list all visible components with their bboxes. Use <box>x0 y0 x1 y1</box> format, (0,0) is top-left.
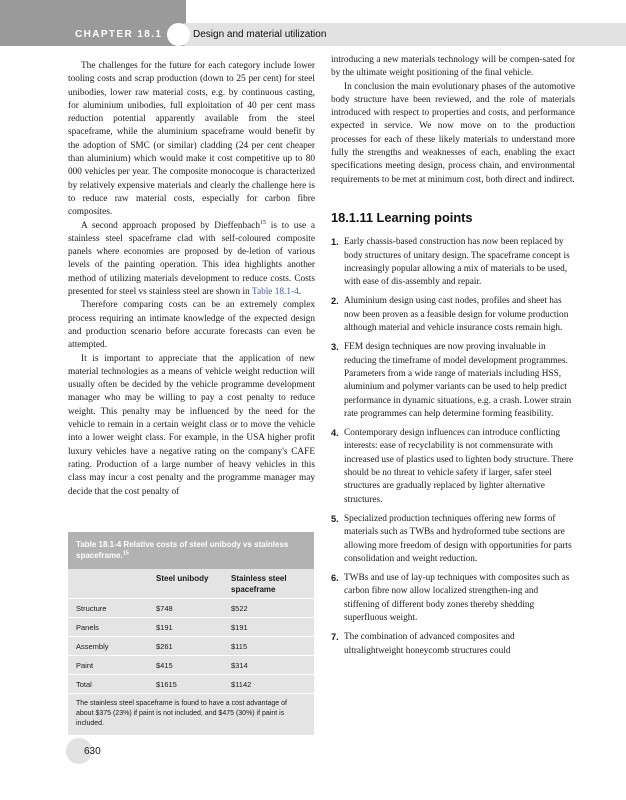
list-item: 3. FEM design techniques are now proving invaluable in reducing the timeframe of model development programmes. Parameters from a wide range of materials including HSS, aluminium and polymer variants can be used to help predict performance in dynamic situations, e.g. a crash. Lower strain rate programmes can help determine forming feasibility. <box>331 342 572 419</box>
table-cell: $261 <box>156 641 173 651</box>
table-row <box>68 675 314 694</box>
chapter-label: CHAPTER 18.1 <box>75 29 163 40</box>
table-cell: $115 <box>231 641 248 651</box>
page-number: 630 <box>84 746 101 757</box>
table-note: The stainless steel spaceframe is found to have a cost advantage of about $375 (23%) if paint is not included, and $475 (30%) if paint is included. <box>76 700 287 727</box>
paragraph: A second approach proposed by Dieffenbach$^{15}$ is to use a stainless steel spaceframe clad with self-coloured composite panels where economies are proposed by de-letion of various levels of the painting operation. This idea highlights another method of utilizing materials development to reduce costs. Costs presented for steel vs stainless steel are shown in Table 18.1-4. <box>68 219 316 298</box>
item-number: 3. <box>331 342 339 353</box>
table-cell: Assembly <box>76 641 109 651</box>
table-cell: $191 <box>231 622 248 632</box>
table-link[interactable]: Table 18.1-4 <box>251 287 299 298</box>
citation-ref[interactable]: 15 <box>260 219 267 226</box>
item-number: 4. <box>331 428 339 439</box>
list-item: 6. TWBs and use of lay-up techniques with composites such as carbon fibre now allow localized strengthen-ing and stiffening of different body zones thereby shedding superfluous weight. <box>331 573 570 623</box>
table-cell: Structure <box>76 603 107 613</box>
list-item: 2. Aluminium design using cast nodes, profiles and sheet has now been proven as a feasible design for volume production although material and vehicle insurance costs remain high. <box>331 296 569 334</box>
paragraph: Therefore comparing costs can be an extremely complex process requiring an intimate knowledge of the expected design and production scenario before accurate forecasts can even be attempted. <box>68 300 315 351</box>
list-item: 1. Early chassis-based construction has now been replaced by body structures of unitary design. The spaceframe concept is increasingly popular allowing a mix of materials to be used, with ease of dis-assembly and repair. <box>331 237 570 288</box>
table-cell: Total <box>76 679 92 689</box>
item-number: 7. <box>331 632 339 643</box>
running-title: Design and material utilization <box>193 29 327 40</box>
table-citation-ref[interactable]: 15 <box>122 550 129 557</box>
table-row <box>68 637 314 656</box>
table-cell: $415 <box>156 660 173 670</box>
paragraph: In conclusion the main evolutionary phases of the automotive body structure have been reviewed, and the role of materials introduced with respect to properties and costs, and performance expected in service. We now move on to the production processes for each of these likely materials to understand more fully the strengths and weaknesses of each, enabling the exact specifications meeting design, process chain, and environmental requirements to be met at minimum cost, both direct and indirect. <box>331 81 575 185</box>
table-header-row <box>68 569 314 599</box>
list-item: 7. The combination of advanced composites and ultralightweight honeycomb structures could <box>331 632 515 656</box>
page-header <box>0 0 626 48</box>
learning-points-list <box>331 236 575 658</box>
table-header-cell: Steel unibody <box>156 574 209 583</box>
left-column <box>68 60 315 499</box>
item-number: 6. <box>331 573 339 584</box>
table-cell: Paint <box>76 660 94 670</box>
table-header-cell: Stainless steel spaceframe <box>231 574 287 594</box>
table-cell: $314 <box>231 660 248 670</box>
table-row <box>68 599 314 618</box>
header-divider-circle <box>167 23 190 46</box>
list-item: 4. Contemporary design influences can introduce conflicting interests: ease of recyclability is not commensurate with increased use of plastics used to lighten body structure. There should be no threat to vehicle safety if larger, safer steel structures are gradually replaced by lighter alternative structures. <box>331 428 574 505</box>
table-cell: $1615 <box>156 679 177 689</box>
table-row <box>68 656 314 675</box>
section-heading: 18.1.11 Learning points <box>331 209 473 225</box>
table-row <box>68 618 314 637</box>
cost-table <box>68 532 314 735</box>
paragraph: It is important to appreciate that the application of new material technologies as a means of vehicle weight reduction will usually often be decided by the vehicle programme development manager who may be willing to pay a cost penalty to reduce weight. This penalty may be influenced by the need for the vehicle to remain in a certain weight class or to move the vehicle into a lower weight class. For example, in the USA higher profit luxury vehicles have a negative rating on the company's CAFE rating. Production of a large number of heavy vehicles in this class may incur a cost penalty and the programme manager may decide that the cost penalty of <box>68 353 315 497</box>
table-cell: $191 <box>156 622 173 632</box>
item-number: 2. <box>331 296 339 307</box>
table-cell: Panels <box>76 622 99 632</box>
table-caption: Table 18.1-4 Relative costs of steel unibody vs stainless spaceframe.$^{15}$ <box>68 532 314 569</box>
list-item: 5. Specialized production techniques offering new forms of materials such as TWBs and hydroformed tube sections are allowing more freedom of design with opportunities for parts consolidation and weight reduction. <box>331 513 572 564</box>
paragraph: The challenges for the future for each category include lower tooling costs and scrap production (down to 25 per cent) for steel unibodies, lower raw material costs, e.g. by continuous casting, for aluminium unibodies, full exploitation of 40 per cent mass reduction potential apparently available from the steel spaceframe, while the aluminium spaceframe would benefit by the adoption of SMC (or similar) cladding (24 per cent cheaper than aluminium) which would make it cost competitive up to 80 000 vehicles per year. The composite monocoque is characterized by relatively expensive materials and clearly the challenge here is to reduce raw material costs, especially for carbon fibre composites. <box>68 61 315 218</box>
table-cell: $748 <box>156 603 173 613</box>
right-column <box>331 54 575 664</box>
item-number: 5. <box>331 513 339 524</box>
table-cell: $522 <box>231 603 248 613</box>
table-cell: $1142 <box>231 679 252 689</box>
paragraph: introducing a new materials technology will be compen-sated for by the ultimate weight positioning of the final vehicle. <box>331 55 575 79</box>
item-number: 1. <box>331 237 339 248</box>
